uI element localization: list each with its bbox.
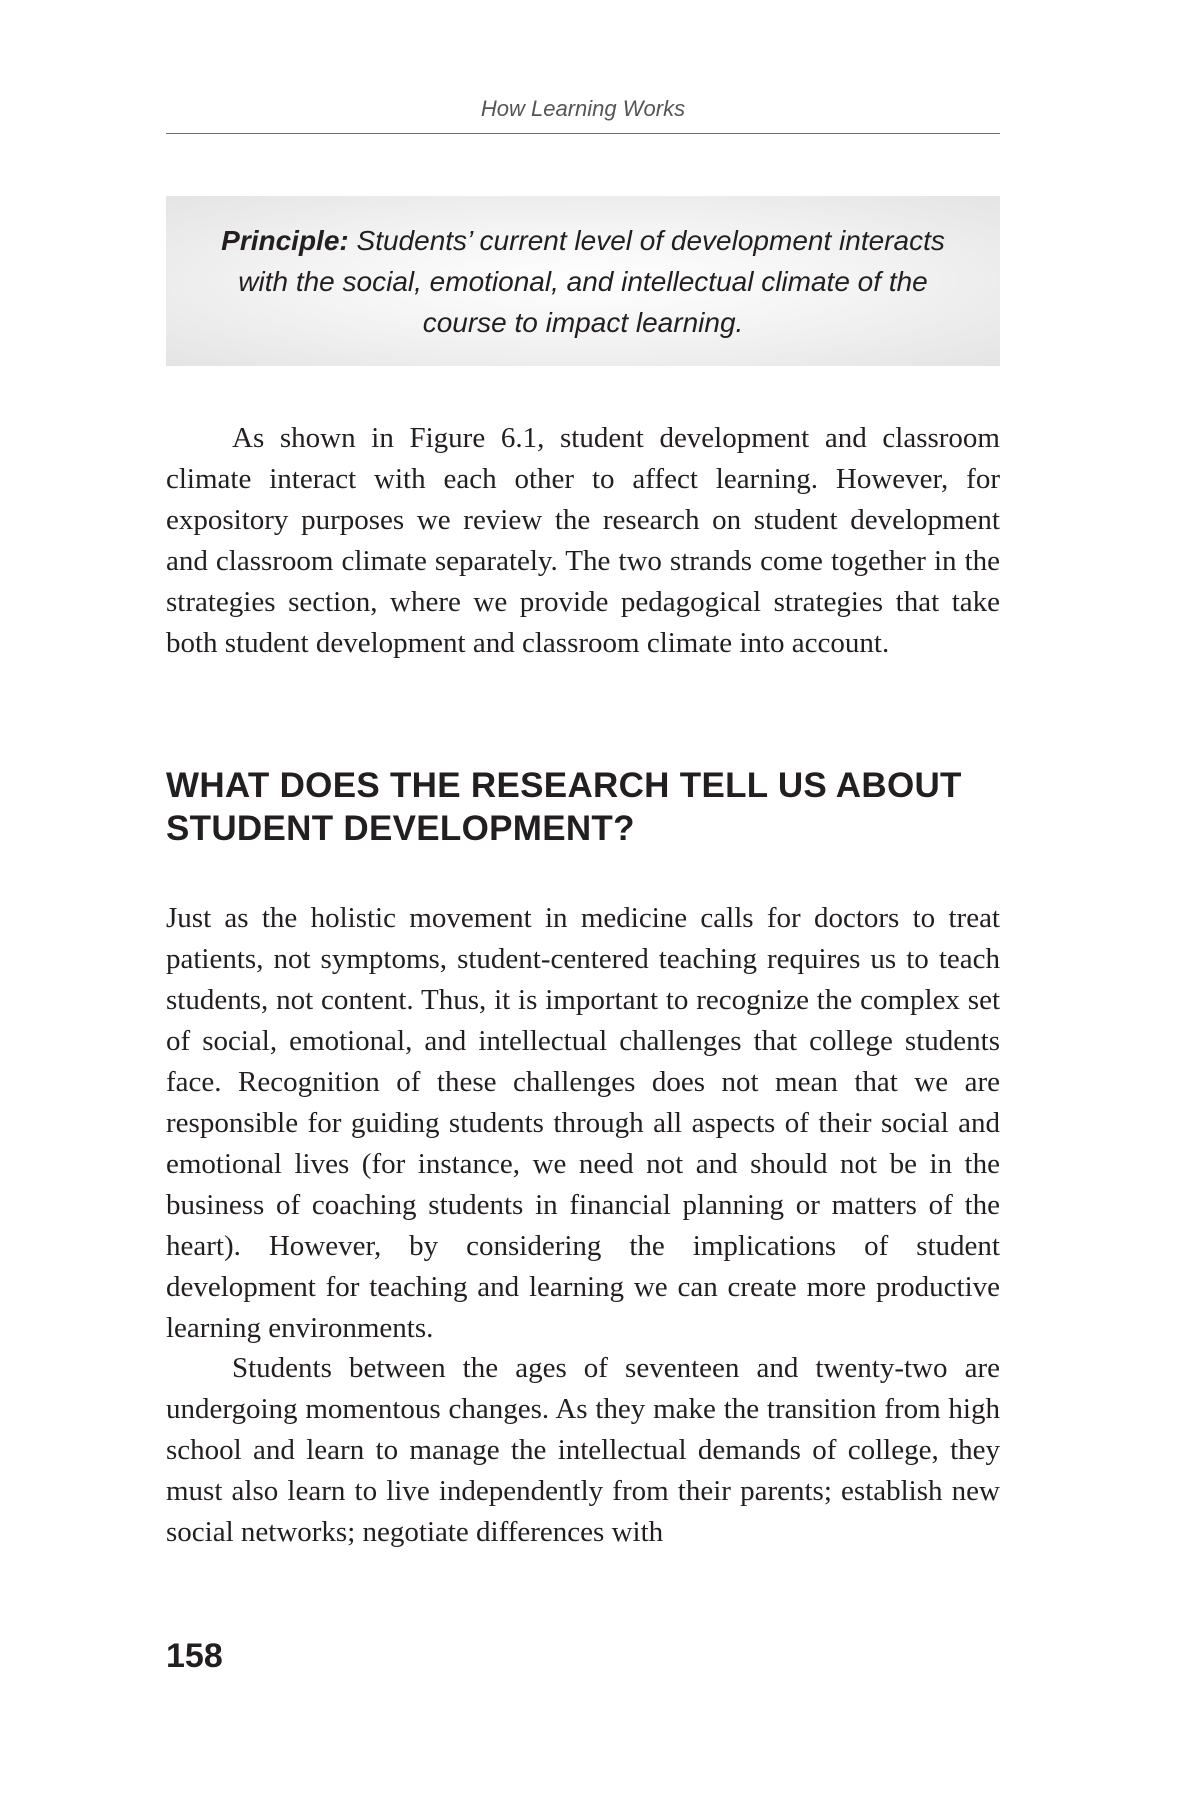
principle-text: Students’ current level of development interacts with the social, emotional, and intellectual climate of the course to impact learning.	[238, 225, 945, 338]
header-rule	[166, 133, 1000, 134]
principle-label: Principle:	[221, 225, 349, 256]
body-paragraph-2: Students between the ages of seventeen and twenty-two are undergoing momentous changes. As they make the transition from high school and learn to manage the intellectual demands of college, they must also learn to live independently from their parents; establish new social networks; negotiate differences with	[166, 1352, 1000, 1548]
section-heading: WHAT DOES THE RESEARCH TELL US ABOUT STUDENT DEVELOPMENT?	[166, 766, 962, 848]
intro-paragraph: As shown in Figure 6.1, student development and classroom climate interact with each other to affect learning. However, for expository purposes we review the research on student development and classroom climate separately. The two strands come together in the strategies section, where we provide pedagogical strategies that take both student development and classroom climate into account.	[166, 422, 1000, 659]
body-paragraph-1: Just as the holistic movement in medicine calls for doctors to treat patients, not symptoms, student-centered teaching requires us to teach students, not content. Thus, it is important to recognize the complex set of social, emotional, and intellectual challenges that college students face. Recognition of these challenges does not mean that we are responsible for guiding students through all aspects of their social and emotional lives (for instance, we need not and should not be in the business of coaching students in financial planning or matters of the heart). However, by considering the implications of student development for teaching and learning we can create more productive learning environments.	[166, 902, 1000, 1344]
principle-callout	[166, 196, 1000, 366]
page-number: 158	[166, 1637, 223, 1675]
running-head: How Learning Works	[480, 96, 686, 121]
